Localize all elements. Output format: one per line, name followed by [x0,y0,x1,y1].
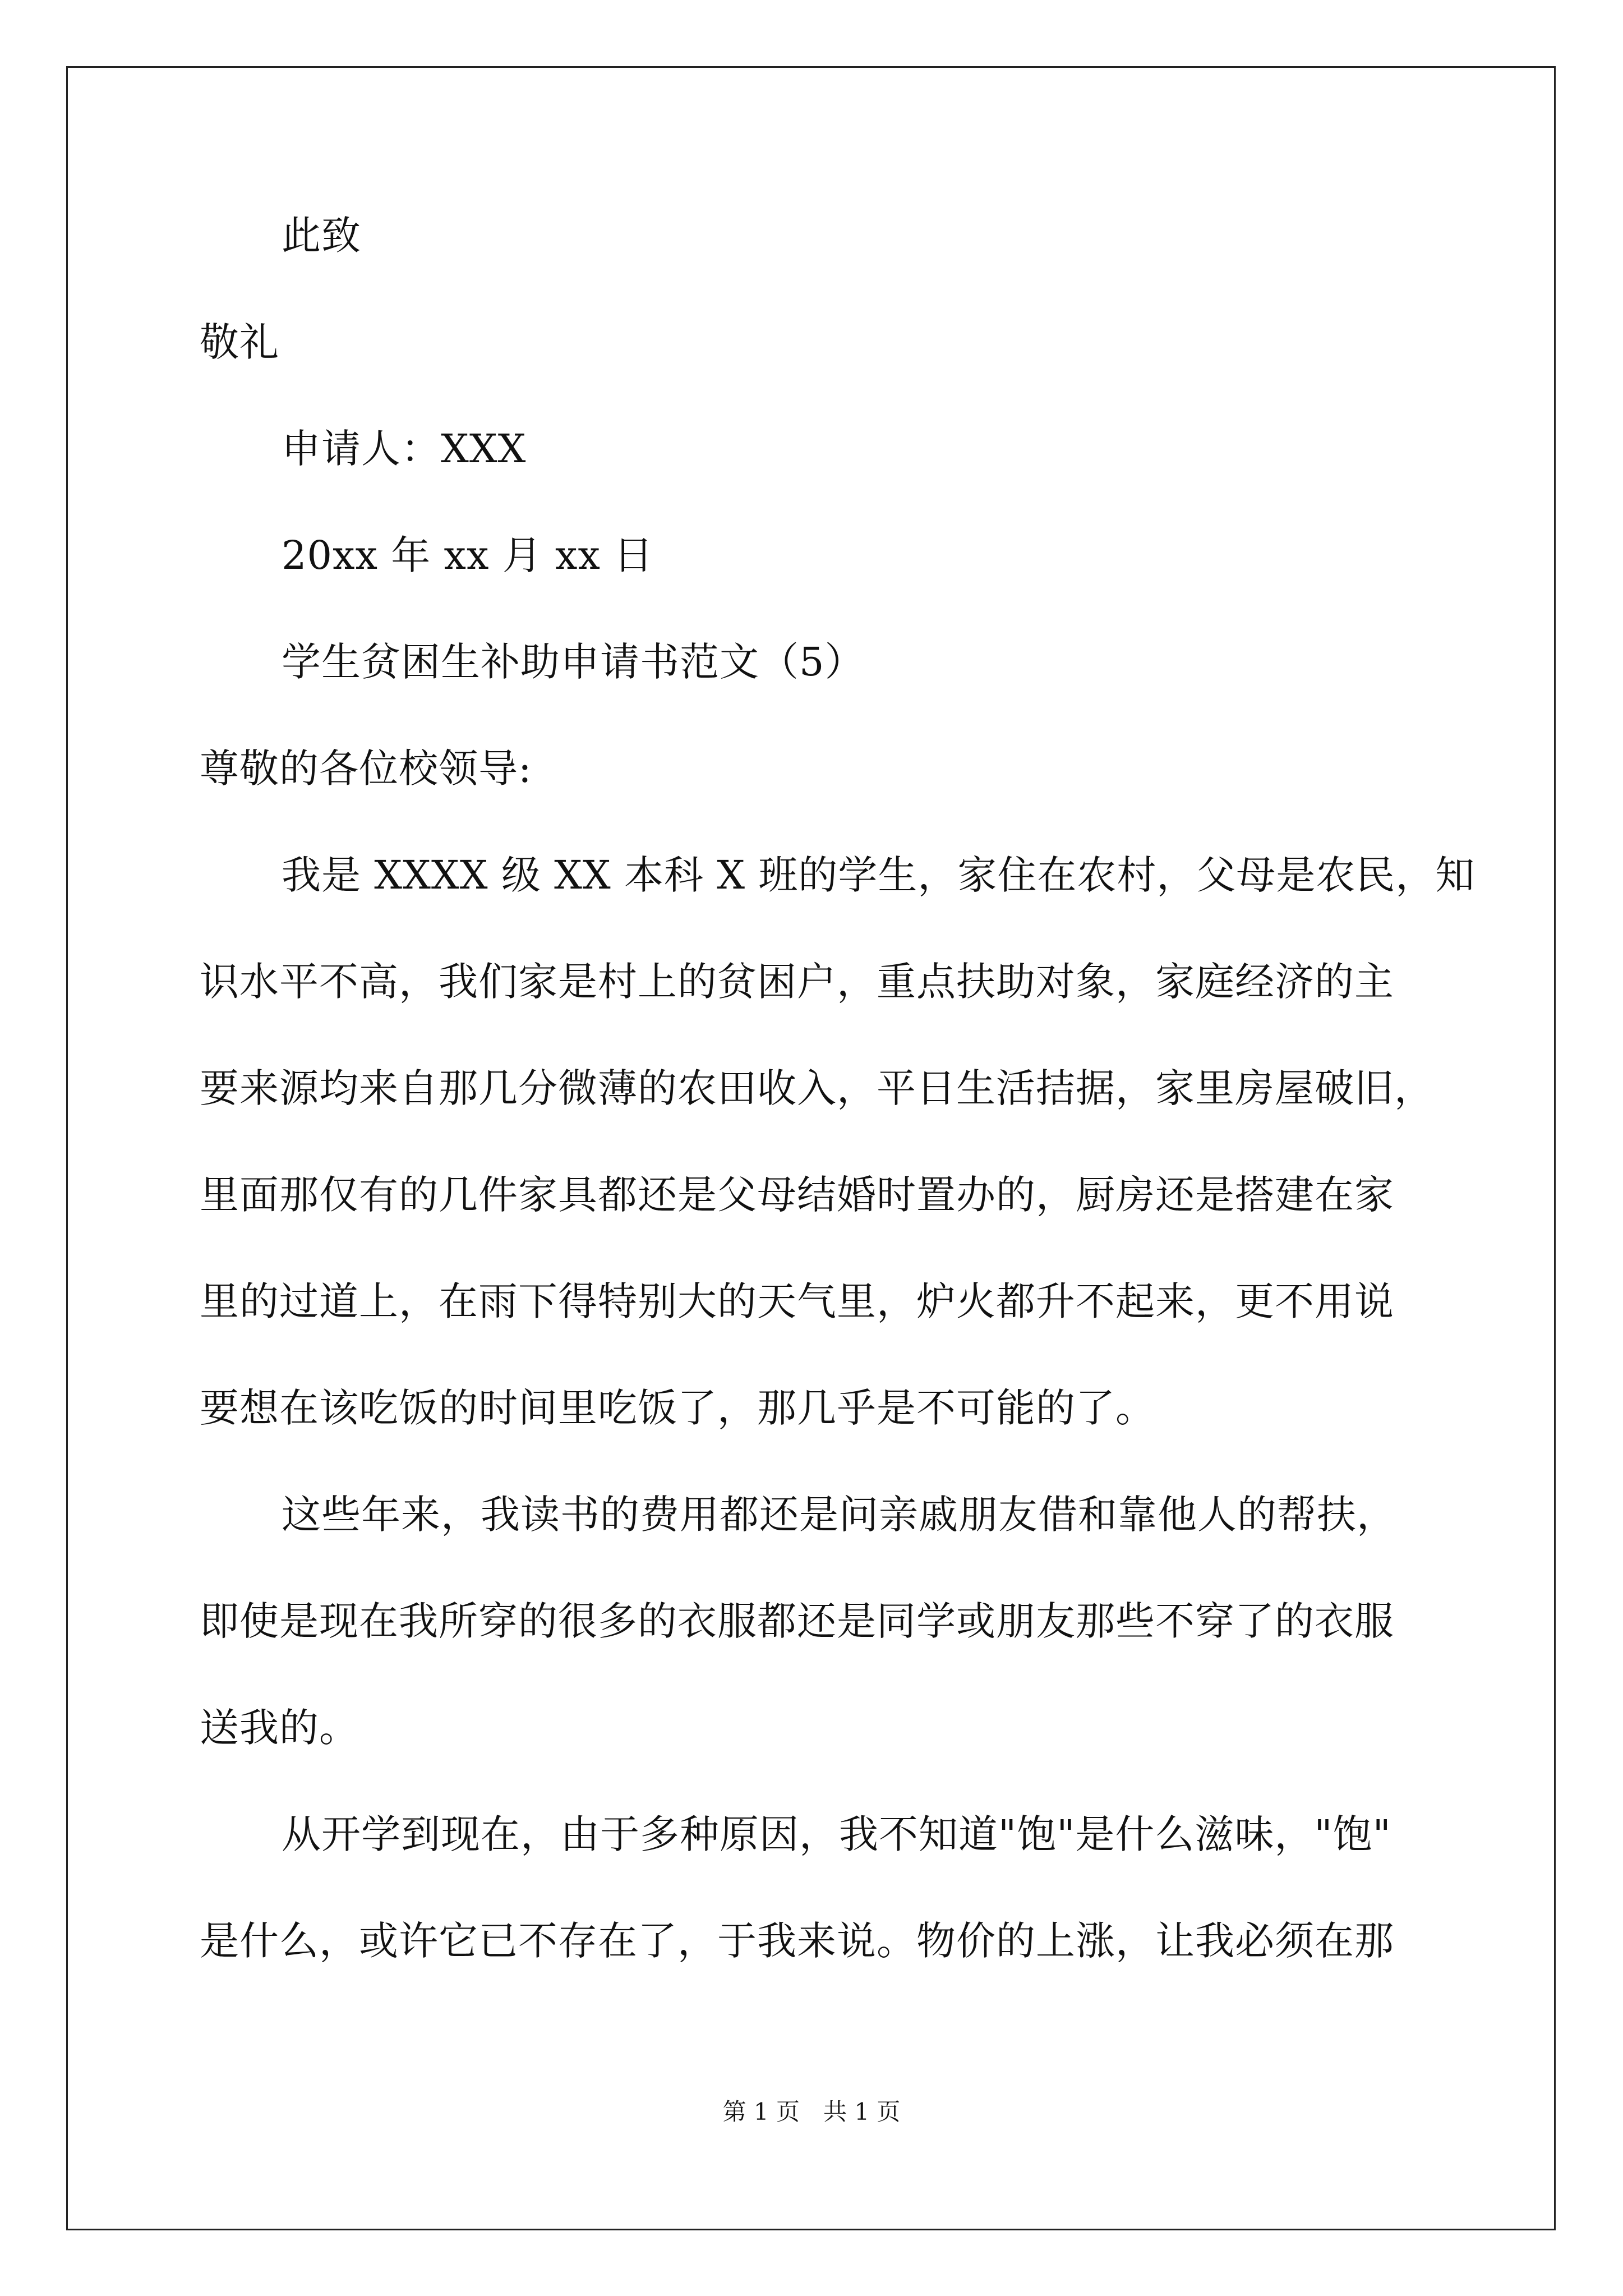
paragraph-line: 我是 XXXX 级 XX 本科 X 班的学生，家住在农村，父母是农民，知 [282,852,1476,898]
paragraph-line: 里面那仅有的几件家具都还是父母结婚时置办的，厨房还是搭建在家 [200,1172,1394,1218]
paragraph-line: 从开学到现在，由于多种原因，我不知道"饱"是什么滋味，"饱" [282,1811,1391,1857]
paragraph-line: 要来源均来自那几分微薄的农田收入，平日生活拮据，家里房屋破旧， [200,1065,1434,1111]
page-number-footer: 第 1 页 共 1 页 [722,2098,901,2125]
closing-respect: 敬礼 [200,319,279,365]
closing-salutation: 此致 [282,213,361,259]
section-title: 学生贫困生补助申请书范文（5） [282,639,865,685]
applicant-name: 申请人：XXX [282,426,527,472]
paragraph-line: 是什么，或许它已不存在了，于我来说。物价的上涨，让我必须在那 [200,1918,1394,1964]
paragraph-line: 里的过道上，在雨下得特别大的天气里，炉火都升不起来，更不用说 [200,1278,1394,1324]
paragraph-line: 送我的。 [200,1705,359,1751]
page-border [66,66,1556,2230]
paragraph-line: 这些年来，我读书的费用都还是问亲戚朋友借和靠他人的帮扶， [282,1492,1396,1538]
paragraph-line: 识水平不高，我们家是村上的贫困户，重点扶助对象，家庭经济的主 [200,959,1394,1005]
date-line: 20xx 年 xx 月 xx 日 [282,532,654,578]
greeting: 尊敬的各位校领导: [200,746,532,792]
paragraph-line: 要想在该吃饭的时间里吃饭了，那几乎是不可能的了。 [200,1385,1155,1431]
paragraph-line: 即使是现在我所穿的很多的衣服都还是同学或朋友那些不穿了的衣服 [200,1598,1394,1644]
